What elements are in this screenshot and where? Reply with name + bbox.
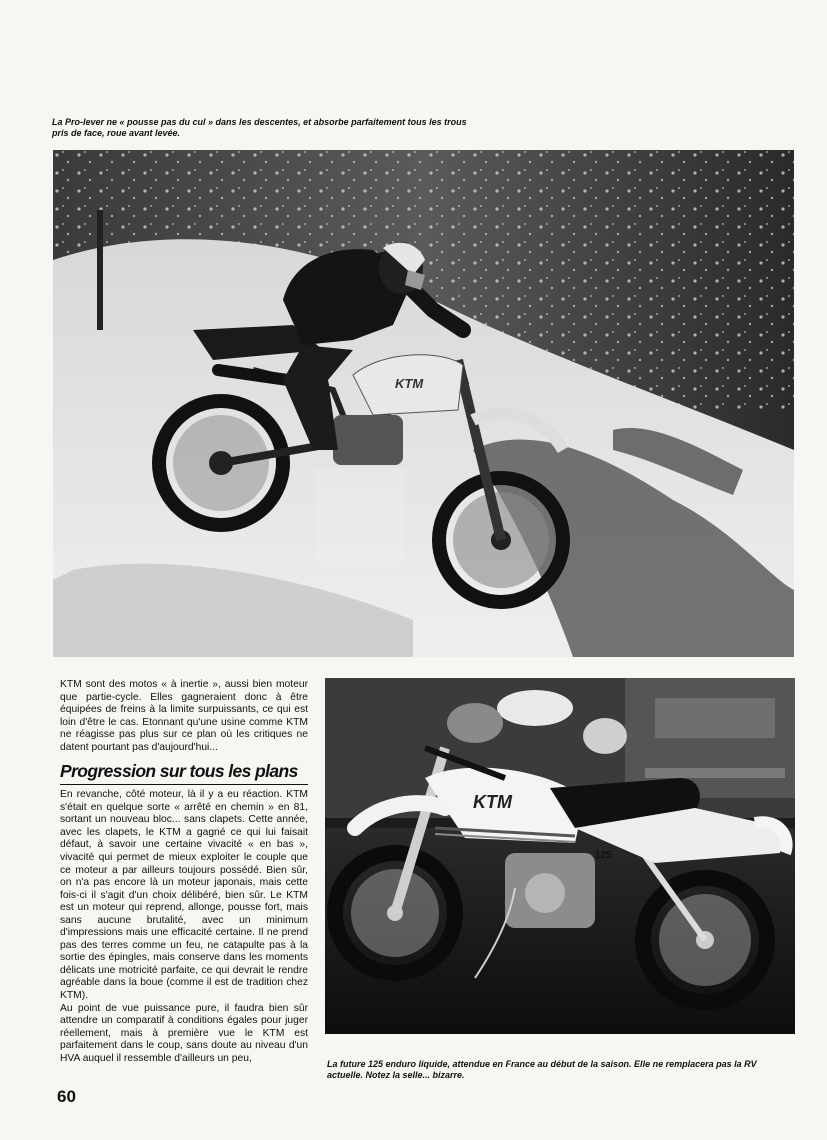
- bottom-photo-ktm-125: [325, 678, 795, 1034]
- article-paragraph-2: Au point de vue puissance pure, il faudra bien sûr attendre un comparatif à conditions égales pour juger réellement, mais à première vue le KTM est parfaitement dans le coup, sans doute au niveau d'un HVA auquel il ressemble d'ailleurs un peu,: [60, 1002, 308, 1064]
- article-column: [60, 679, 308, 1065]
- page-number: 60: [57, 1087, 76, 1106]
- bottom-photo-caption: La future 125 enduro liquide, attendue en France au début de la saison. Elle ne remplacera pas la RV actuelle. Notez la selle... bizarre.: [327, 1059, 757, 1080]
- top-photo-rider-in-snow: [53, 150, 794, 657]
- section-heading: Progression sur tous les plans: [60, 760, 308, 785]
- bottom-photo-number-plate: 125: [595, 850, 612, 861]
- top-photo-tank-logo: KTM: [395, 376, 424, 391]
- top-photo-caption: La Pro-lever ne « pousse pas du cul » dans les descentes, et absorbe parfaitement tous les trous pris de face, roue avant levée.: [52, 117, 467, 138]
- article-paragraph-1: En revanche, côté moteur, là il y a eu réaction. KTM s'était en quelque sorte « arrêté en chemin » en 81, sortant un nouveau bloc... sans clapets. Cette année, avec les clapets, le KTM a gagné ce qui lui faisait défaut, à savoir une certaine vivacité « en bas », vivacité qui permet de mieux exploiter le couple que ce moteur a par ailleurs toujours possédé. Bien sûr, on n'a pas encore là un moteur japonais, mais cette fois-ci il s'agit d'un choix délibéré, bien sûr. Le KTM est un moteur qui reprend, allonge, pousse fort, mais sans aucune brutalité, avec un minimum d'impressions mais une efficacité certaine. Il ne prend pas des terres comme un feu, ne catapulte pas à la sortie des épingles, mais conserve dans les moments délicats une motricité parfaite, ce qui devrait le rendre agréable dans la boue (comme il est de tradition chez KTM).: [60, 789, 308, 1002]
- bottom-photo-tank-logo: KTM: [473, 792, 512, 812]
- article-intro-paragraph: KTM sont des motos « à inertie », aussi bien moteur que partie-cycle. Elles gagneraient donc à être équipées de freins à la limite surpuissants, ce qui est loin d'être le cas. Etonnant qu'une usine comme KTM ne réagisse pas plus sur ce plan où les critiques ne datent pourtant pas d'aujourd'hui...: [60, 679, 308, 753]
